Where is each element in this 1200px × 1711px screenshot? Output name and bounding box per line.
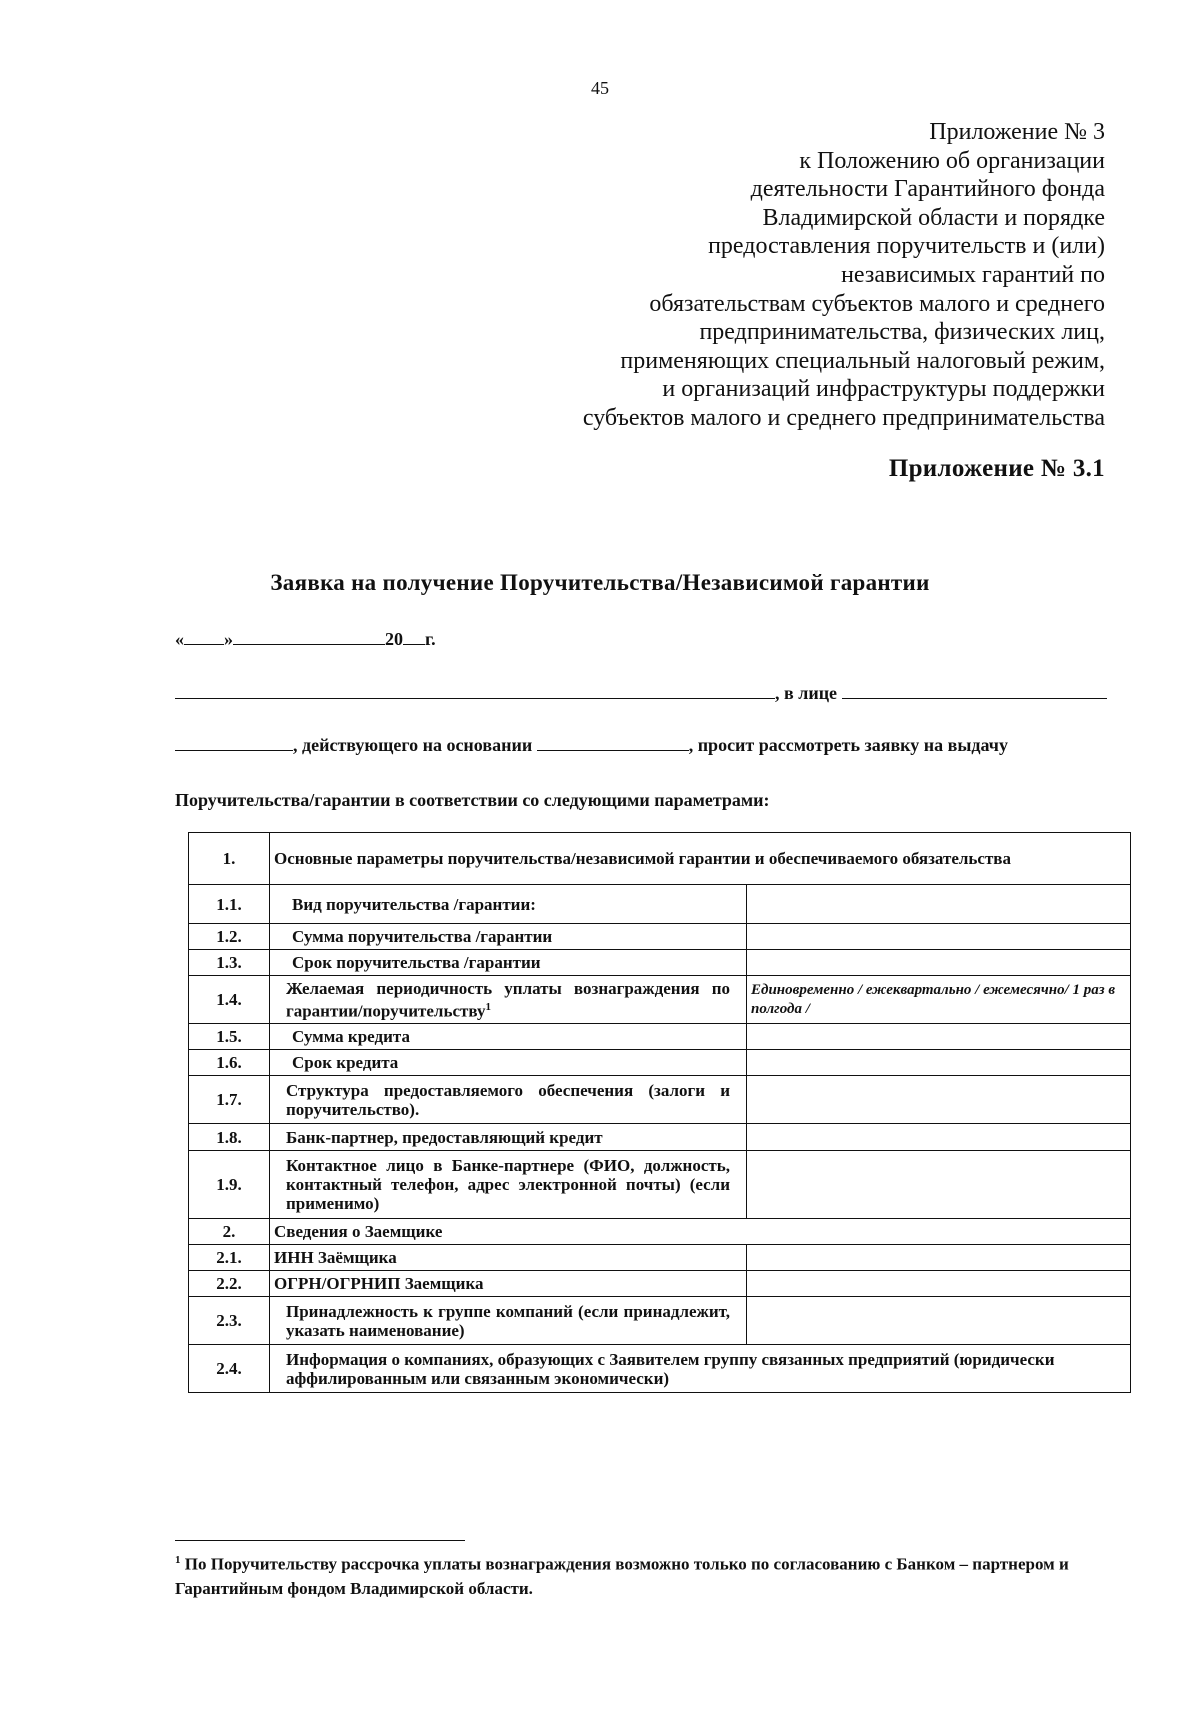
- footnote-mark: 1: [175, 1554, 181, 1566]
- row-number: 1.2.: [189, 924, 270, 950]
- table-row: [189, 1024, 1131, 1050]
- appendix-line: и организаций инфраструктуры поддержки: [662, 376, 1105, 403]
- year-suffix: г.: [425, 629, 436, 649]
- row-label: Сумма поручительства /гарантии: [270, 924, 747, 950]
- appendix-line: независимых гарантий по: [841, 261, 1105, 288]
- appendix-line: деятельности Гарантийного фонда: [750, 176, 1105, 203]
- page-number: 45: [591, 78, 609, 98]
- table-row: [189, 950, 1131, 976]
- appendix-header: [445, 118, 1105, 433]
- year-prefix: 20: [385, 629, 403, 649]
- footnote-reference: 1: [485, 1000, 491, 1013]
- row-label: [270, 976, 747, 1024]
- representative-blank[interactable]: [842, 680, 1107, 699]
- table-row: [189, 885, 1131, 924]
- appendix-line: к Положению об организации: [799, 147, 1105, 174]
- row-label: Принадлежность к группе компаний (если принадлежит, указать наименование): [270, 1297, 747, 1345]
- table-row: [189, 976, 1131, 1024]
- table-row: [189, 1271, 1131, 1297]
- date-line: [175, 626, 436, 650]
- appendix-line: применяющих специальный налоговый режим,: [620, 347, 1105, 374]
- row-number: 1.5.: [189, 1024, 270, 1050]
- row-number: 1.9.: [189, 1151, 270, 1219]
- row-value-field[interactable]: [747, 885, 1131, 924]
- row-number: 1.4.: [189, 976, 270, 1024]
- row-label: Сумма кредита: [270, 1024, 747, 1050]
- table-row: [189, 1151, 1131, 1219]
- footnote-divider: [175, 1540, 465, 1541]
- row-number: 1.8.: [189, 1124, 270, 1151]
- row-label: ИНН Заёмщика: [270, 1245, 747, 1271]
- table-row: [189, 1297, 1131, 1345]
- appendix-line: предоставления поручительств и (или): [708, 233, 1105, 260]
- date-open-quote: «: [175, 629, 184, 649]
- footnote: [175, 1548, 1150, 1601]
- date-close-quote: »: [224, 629, 233, 649]
- row-value-field[interactable]: [747, 1151, 1131, 1219]
- row-value-field[interactable]: [747, 1050, 1131, 1076]
- section-title: Сведения о Заемщике: [270, 1219, 1131, 1245]
- appendix-line: обязательствам субъектов малого и среднего: [649, 290, 1105, 317]
- acting-basis-text: , действующего на основании: [293, 735, 533, 755]
- row-value-field[interactable]: [747, 1245, 1131, 1271]
- row-value-field[interactable]: [747, 1076, 1131, 1124]
- row-value-field[interactable]: [747, 1297, 1131, 1345]
- section-number: 2.: [189, 1219, 270, 1245]
- parameters-table: [188, 832, 1131, 1393]
- row-number: 2.4.: [189, 1345, 270, 1393]
- row-label: Срок поручительства /гарантии: [270, 950, 747, 976]
- intro-text: Поручительства/гарантии в соответствии со следующими параметрами:: [175, 790, 770, 810]
- appendix-line: субъектов малого и среднего предпринимательства: [582, 404, 1105, 431]
- applicant-name-blank[interactable]: [175, 680, 775, 699]
- document-title: Заявка на получение Поручительства/Независимой гарантии: [270, 570, 930, 595]
- section-header-row: [189, 833, 1131, 885]
- row-label: Контактное лицо в Банке-партнере (ФИО, должность, контактный телефон, адрес электронной почты) (если применимо): [270, 1151, 747, 1219]
- row-number: 2.1.: [189, 1245, 270, 1271]
- row-value-options[interactable]: Единовременно / ежеквартально / ежемесячно/ 1 раз в полгода /: [747, 976, 1131, 1024]
- table-row: [189, 1076, 1131, 1124]
- applicant-line: [175, 680, 1107, 704]
- request-text: , просит рассмотреть заявку на выдачу: [688, 735, 1008, 755]
- row-number: 1.1.: [189, 885, 270, 924]
- row-number: 1.6.: [189, 1050, 270, 1076]
- appendix-line: Владимирской области и порядке: [762, 204, 1105, 231]
- table-row: [189, 924, 1131, 950]
- row-label-text: Желаемая периодичность уплаты вознаграждения по гарантии/поручительству: [286, 978, 730, 1021]
- row-label: Банк-партнер, предоставляющий кредит: [270, 1124, 747, 1151]
- section-title: Основные параметры поручительства/независимой гарантии и обеспечиваемого обязательства: [270, 833, 1131, 885]
- table-row: [189, 1124, 1131, 1151]
- month-blank[interactable]: [233, 626, 385, 645]
- appendix-subtitle: Приложение № 3.1: [888, 455, 1105, 482]
- row-label: Срок кредита: [270, 1050, 747, 1076]
- row-value-field[interactable]: [747, 1024, 1131, 1050]
- table-row: [189, 1245, 1131, 1271]
- row-number: 2.3.: [189, 1297, 270, 1345]
- row-number: 2.2.: [189, 1271, 270, 1297]
- footnote-text: По Поручительству рассрочка уплаты вознаграждения возможно только по согласованию с Банком – партнером и Гарантийным фондом Владимирской области.: [175, 1554, 1069, 1598]
- row-label: ОГРН/ОГРНИП Заемщика: [270, 1271, 747, 1297]
- appendix-line: предпринимательства, физических лиц,: [699, 319, 1105, 346]
- basis-document-blank[interactable]: [537, 732, 689, 751]
- row-label: Информация о компаниях, образующих с Заявителем группу связанных предприятий (юридически аффилированным или связанным экономически): [270, 1345, 1131, 1393]
- year-blank[interactable]: [403, 626, 425, 645]
- row-number: 1.3.: [189, 950, 270, 976]
- day-blank[interactable]: [184, 626, 224, 645]
- basis-line: [175, 732, 1008, 756]
- appendix-line: Приложение № 3: [929, 119, 1105, 145]
- row-value-field[interactable]: [747, 950, 1131, 976]
- in-person-text: , в лице: [775, 683, 838, 703]
- row-value-field[interactable]: [747, 1271, 1131, 1297]
- row-label: Вид поручительства /гарантии:: [270, 885, 747, 924]
- row-label: Структура предоставляемого обеспечения (залоги и поручительство).: [270, 1076, 747, 1124]
- position-blank[interactable]: [175, 732, 293, 751]
- row-number: 1.7.: [189, 1076, 270, 1124]
- section-header-row: [189, 1219, 1131, 1245]
- row-value-field[interactable]: [747, 1124, 1131, 1151]
- section-number: 1.: [189, 833, 270, 885]
- row-value-field[interactable]: [747, 924, 1131, 950]
- table-row: [189, 1050, 1131, 1076]
- table-row: [189, 1345, 1131, 1393]
